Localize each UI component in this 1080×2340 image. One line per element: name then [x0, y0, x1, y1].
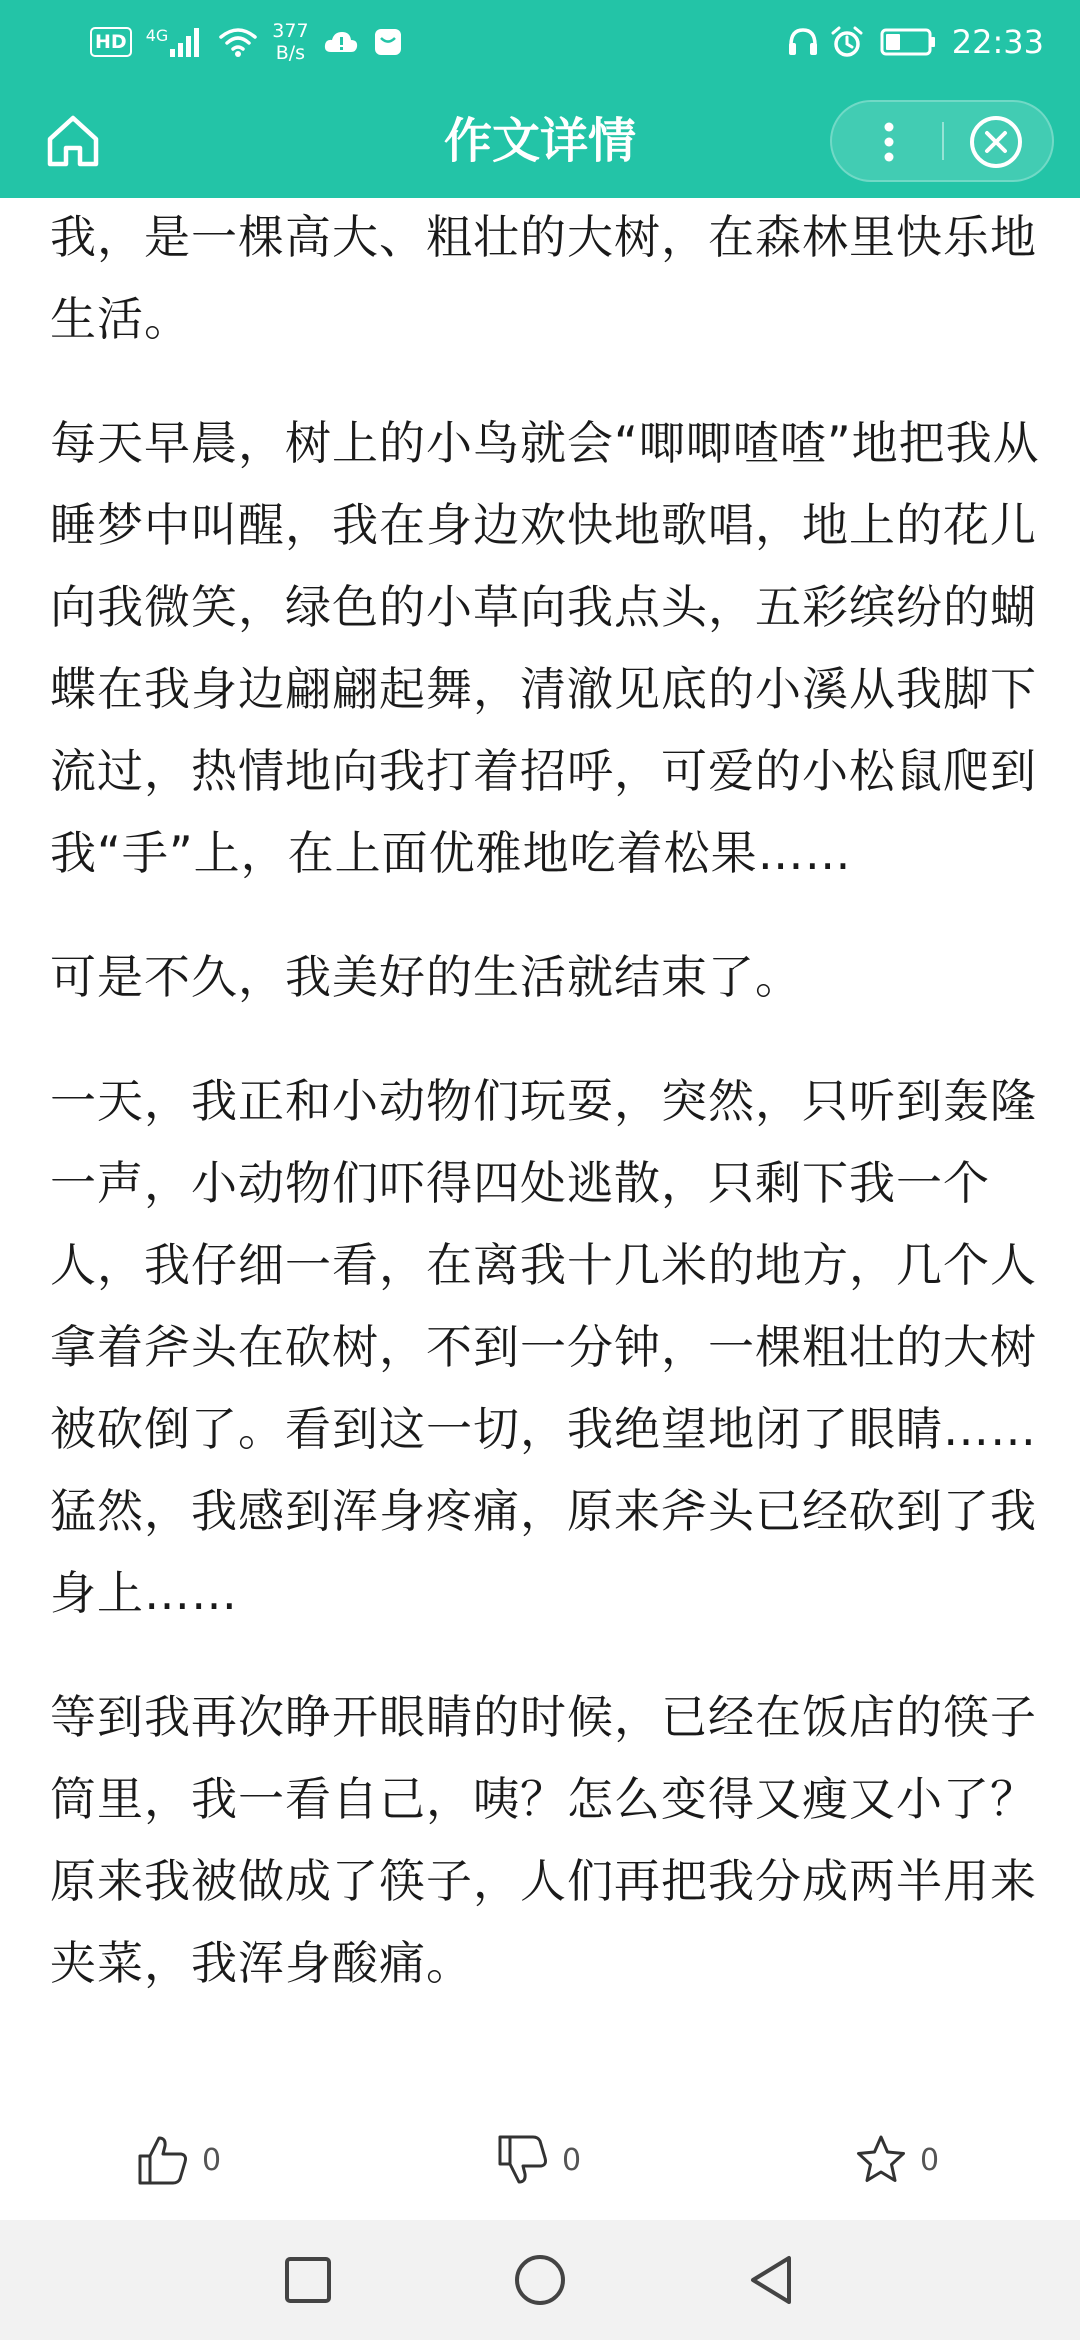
- article-paragraph: 我，是一棵高大、粗壮的大树，在森林里快乐地生活。: [50, 210, 1037, 346]
- home-icon: [44, 112, 102, 170]
- close-button[interactable]: [944, 102, 1052, 180]
- square-icon: [278, 2250, 338, 2310]
- close-circle-icon: [944, 102, 1052, 180]
- alarm-icon: [830, 25, 864, 59]
- signal-icon: [168, 25, 204, 59]
- home-button[interactable]: [44, 112, 102, 170]
- app-notification-icon: [373, 27, 403, 57]
- hd-badge: HD: [90, 27, 132, 57]
- more-button[interactable]: [832, 102, 942, 180]
- status-bar: [0, 0, 1080, 84]
- status-left: [90, 14, 403, 70]
- article-paragraph: 一天，我正和小动物们玩耍，突然，只听到轰隆一声，小动物们吓得四处逃散，只剩下我一个人，我仔细一看，在离我十几米的地方，几个人拿着斧头在砍树，不到一分钟，一棵粗壮的大树被砍倒了。看到这一切，我绝望地闭了眼睛……猛然，我感到浑身疼痛，原来斧头已经砍到了我身上……: [50, 1074, 1037, 1620]
- system-nav-bar: [0, 2220, 1080, 2340]
- status-right: [786, 14, 1080, 70]
- clock: 22:33: [951, 23, 1044, 61]
- star-icon: [854, 2133, 908, 2187]
- headset-icon: [786, 25, 820, 59]
- back-button[interactable]: [742, 2250, 802, 2310]
- signal-group: [146, 25, 205, 59]
- thumbs-up-icon: [136, 2133, 190, 2187]
- speed-unit: B/s: [275, 42, 306, 64]
- mini-program-capsule: [830, 100, 1054, 182]
- back-triangle-icon: [742, 2250, 802, 2310]
- network-speed: [272, 20, 308, 64]
- more-vertical-icon: [832, 102, 942, 180]
- battery-icon: [880, 27, 938, 57]
- circle-icon: [510, 2250, 570, 2310]
- wifi-icon: [218, 26, 258, 58]
- page-title: 作文详情: [443, 113, 636, 169]
- network-label: 4G: [145, 26, 169, 45]
- speed-value: 377: [272, 20, 309, 42]
- recent-apps-button[interactable]: [278, 2250, 338, 2310]
- favorite-button[interactable]: [854, 2128, 939, 2192]
- home-nav-button[interactable]: [510, 2250, 570, 2310]
- like-button[interactable]: [136, 2128, 221, 2192]
- cloud-alert-icon: [323, 28, 359, 56]
- article-paragraph: 可是不久，我美好的生活就结束了。: [50, 950, 802, 1004]
- article-paragraph: 每天早晨，树上的小鸟就会“唧唧喳喳”地把我从睡梦中叫醒，我在身边欢快地歌唱，地上的花儿向我微笑，绿色的小草向我点头，五彩缤纷的蝴蝶在我身边翩翩起舞，清澈见底的小溪从我脚下流过，热情地向我打着招呼，可爱的小松鼠爬到我“手”上，在上面优雅地吃着松果……: [50, 416, 1040, 880]
- title-bar: [0, 84, 1080, 198]
- thumbs-down-icon: [496, 2133, 550, 2187]
- like-count: 0: [202, 2142, 222, 2178]
- favorite-count: 0: [920, 2142, 940, 2178]
- dislike-button[interactable]: [496, 2128, 581, 2192]
- action-bar: [0, 2100, 1080, 2220]
- dislike-count: 0: [562, 2142, 582, 2178]
- article-paragraph: 等到我再次睁开眼睛的时候，已经在饭店的筷子筒里，我一看自己，咦？怎么变得又瘦又小了？原来我被做成了筷子，人们再把我分成两半用来夹菜，我浑身酸痛。: [50, 1690, 1037, 1990]
- article-content[interactable]: [50, 198, 1040, 2094]
